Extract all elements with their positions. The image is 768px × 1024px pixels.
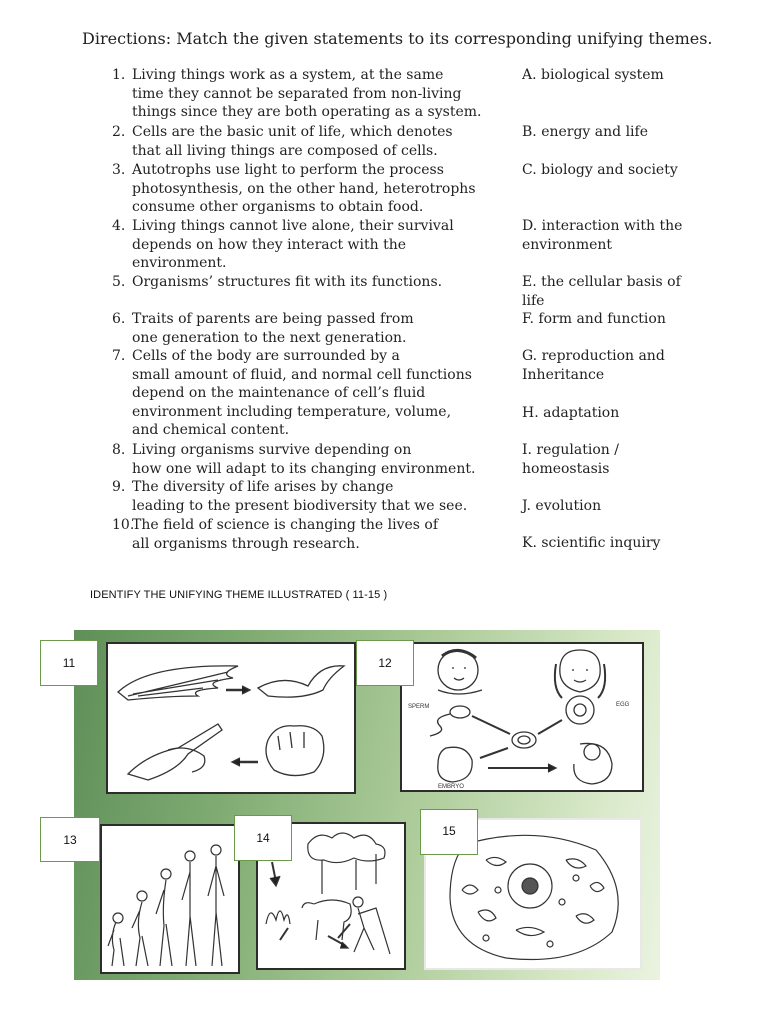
identify-instruction: IDENTIFY THE UNIFYING THEME ILLUSTRATED ( 11-15 ) bbox=[90, 589, 388, 601]
statement-number: 10. bbox=[112, 517, 135, 533]
theme-k: K. scientific inquiry bbox=[522, 535, 661, 551]
statement-number: 3. bbox=[112, 162, 126, 178]
theme-a: A. biological system bbox=[522, 67, 664, 83]
statement-number: 9. bbox=[112, 479, 126, 495]
statement-text: Organisms’ structures fit with its functions. bbox=[132, 274, 443, 290]
theme-e: E. the cellular basis of life bbox=[522, 274, 681, 309]
statement-number: 8. bbox=[112, 442, 126, 458]
statement-9 bbox=[112, 478, 467, 515]
answer-box-14[interactable] bbox=[234, 815, 292, 861]
embryo-label: EMBRYO bbox=[438, 784, 464, 790]
box-number: 15 bbox=[442, 824, 456, 838]
statement-3 bbox=[112, 161, 476, 217]
statement-text: The field of science is changing the lives of all organisms through research. bbox=[132, 517, 439, 552]
statement-1 bbox=[112, 66, 481, 122]
statement-text: Living things work as a system, at the same time they cannot be separated from non-living things since they are both operating as a system. bbox=[132, 67, 482, 121]
statement-number: 7. bbox=[112, 348, 126, 364]
answer-box-11[interactable] bbox=[40, 640, 98, 686]
statement-7 bbox=[112, 347, 472, 440]
statement-text: Living organisms survive depending on how one will adapt to its changing environment. bbox=[132, 442, 476, 477]
statement-6 bbox=[112, 310, 414, 347]
statement-text: Cells of the body are surrounded by a small amount of fluid, and normal cell functions depend on the maintenance of cell’s fluid environment including temperature, volume, and chemical content. bbox=[132, 348, 472, 439]
answer-box-13[interactable] bbox=[40, 817, 100, 862]
statement-10 bbox=[112, 516, 438, 553]
evolution-progression-drawing bbox=[102, 826, 238, 972]
statement-5 bbox=[112, 273, 442, 292]
box-number: 11 bbox=[62, 656, 76, 670]
statement-text: Living things cannot live alone, their survival depends on how they interact with the environment. bbox=[132, 218, 454, 272]
box-number: 14 bbox=[256, 831, 270, 845]
egg-label: EGG bbox=[616, 702, 630, 708]
directions-heading: Directions: Match the given statements to its corresponding unifying themes. bbox=[82, 29, 713, 48]
reproduction-cycle-drawing bbox=[402, 644, 642, 790]
theme-d: D. interaction with the environment bbox=[522, 218, 683, 253]
statement-text: Cells are the basic unit of life, which denotes that all living things are composed of cells. bbox=[132, 124, 453, 159]
picture-12-reproduction bbox=[400, 642, 644, 792]
statement-number: 4. bbox=[112, 218, 126, 234]
statement-8 bbox=[112, 441, 475, 478]
theme-h: H. adaptation bbox=[522, 405, 620, 421]
statement-text: Traits of parents are being passed from one generation to the next generation. bbox=[132, 311, 414, 346]
theme-f: F. form and function bbox=[522, 311, 666, 327]
answer-box-15[interactable] bbox=[420, 809, 478, 855]
theme-g: G. reproduction and Inheritance bbox=[522, 348, 665, 383]
box-number: 13 bbox=[63, 832, 77, 847]
sperm-label: SPERM bbox=[408, 704, 430, 710]
statement-text: The diversity of life arises by change leading to the present biodiversity that we see. bbox=[132, 479, 468, 514]
statement-text: Autotrophs use light to perform the process photosynthesis, on the other hand, heterotrophs consume other organisms to obtain food. bbox=[132, 162, 476, 216]
statement-number: 2. bbox=[112, 124, 126, 140]
picture-13-evolution bbox=[100, 824, 240, 974]
statement-number: 5. bbox=[112, 274, 126, 290]
theme-j: J. evolution bbox=[522, 498, 602, 514]
theme-c: C. biology and society bbox=[522, 162, 678, 178]
statement-2 bbox=[112, 123, 453, 160]
answer-box-12[interactable] bbox=[356, 640, 414, 686]
theme-i: I. regulation / homeostasis bbox=[522, 442, 619, 477]
box-number: 12 bbox=[378, 656, 392, 670]
statement-number: 1. bbox=[112, 67, 126, 83]
statement-number: 6. bbox=[112, 311, 126, 327]
wing-bird-hand-drawing bbox=[108, 644, 354, 792]
statement-4 bbox=[112, 217, 454, 273]
theme-b: B. energy and life bbox=[522, 124, 648, 140]
picture-11-form-function bbox=[106, 642, 356, 794]
